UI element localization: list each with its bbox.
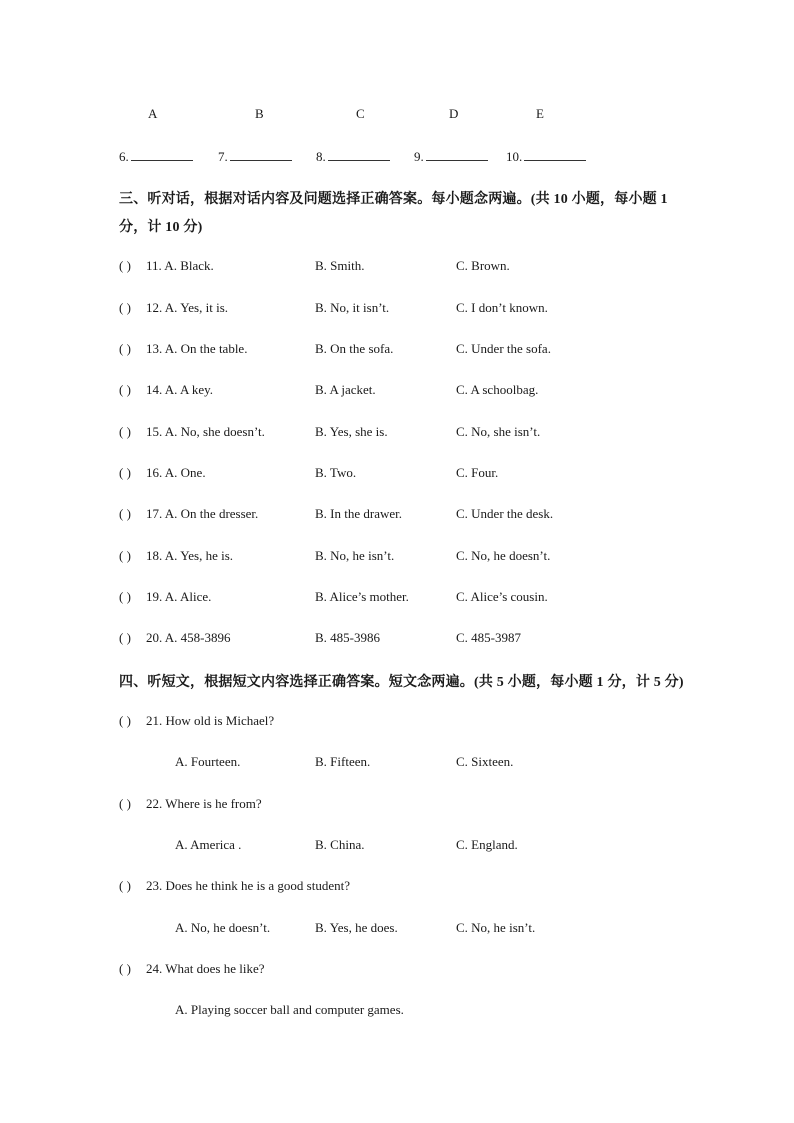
question-row-16: [0, 465, 794, 483]
answer-blank-7[interactable]: 7.: [218, 148, 292, 165]
answer-paren[interactable]: ( ): [119, 878, 131, 893]
question-option-b: B. Two.: [315, 465, 357, 480]
question-option-c: C. Under the desk.: [456, 506, 554, 521]
question-option-b: B. Fifteen.: [315, 754, 371, 769]
question-option-c: C. Brown.: [456, 258, 510, 273]
question-row-12: [0, 300, 794, 318]
question-option-a: A. No, he doesn’t.: [175, 920, 271, 935]
question-option-a: 12. A. Yes, it is.: [146, 300, 228, 315]
question-option-c: C. Alice’s cousin.: [456, 589, 548, 604]
section3-heading-line2: 分，计 10 分): [119, 220, 203, 235]
question-option-b: B. A jacket.: [315, 382, 376, 397]
question-option-b: B. Smith.: [315, 258, 365, 273]
question-text: 23. Does he think he is a good student?: [146, 878, 350, 893]
answer-blank-9[interactable]: 9.: [414, 148, 488, 165]
question-row-13: [0, 341, 794, 359]
question-option-c: C. No, he doesn’t.: [456, 548, 551, 563]
options-row-24: [0, 1002, 794, 1020]
question-option-c: C. No, she isn’t.: [456, 424, 541, 439]
question-row-18: [0, 548, 794, 566]
question-option-c: C. Sixteen.: [456, 754, 514, 769]
answer-paren[interactable]: ( ): [119, 630, 131, 645]
question-option-c: C. Under the sofa.: [456, 341, 551, 356]
question-row-22: [0, 796, 794, 814]
picture-label-e: E: [536, 106, 544, 121]
question-option-a: 16. A. One.: [146, 465, 206, 480]
answer-paren[interactable]: ( ): [119, 300, 131, 315]
answer-paren[interactable]: ( ): [119, 258, 131, 273]
picture-label-b: B: [255, 106, 264, 121]
question-option-b: B. Yes, she is.: [315, 424, 388, 439]
question-row-14: [0, 382, 794, 400]
question-option-a: 20. A. 458-3896: [146, 630, 231, 645]
question-option-a: 15. A. No, she doesn’t.: [146, 424, 265, 439]
answer-paren[interactable]: ( ): [119, 713, 131, 728]
question-row-23: [0, 878, 794, 896]
question-row-19: [0, 589, 794, 607]
question-text: 22. Where is he from?: [146, 796, 262, 811]
answer-paren[interactable]: ( ): [119, 589, 131, 604]
question-option-b: B. In the drawer.: [315, 506, 403, 521]
answer-blank-6[interactable]: 6.: [119, 148, 193, 165]
answer-paren[interactable]: ( ): [119, 506, 131, 521]
question-option-a: A. Fourteen.: [175, 754, 241, 769]
question-option-b: B. No, it isn’t.: [315, 300, 390, 315]
question-option-a: 18. A. Yes, he is.: [146, 548, 234, 563]
question-option-b: B. 485-3986: [315, 630, 380, 645]
question-option-a: 17. A. On the dresser.: [146, 506, 259, 521]
question-option-c: C. Four.: [456, 465, 499, 480]
question-row-17: [0, 506, 794, 524]
question-row-15: [0, 424, 794, 442]
question-option-a: A. Playing soccer ball and computer games.: [175, 1002, 404, 1017]
answer-paren[interactable]: ( ): [119, 796, 131, 811]
answer-blank-10[interactable]: 10.: [506, 148, 586, 165]
answer-paren[interactable]: ( ): [119, 961, 131, 976]
options-row-22: [0, 837, 794, 855]
section3-heading-line1: 三、听对话，根据对话内容及问题选择正确答案。每小题念两遍。(共 10 小题，每小题 1: [119, 192, 668, 207]
question-row-11: [0, 258, 794, 276]
question-option-a: 13. A. On the table.: [146, 341, 248, 356]
answer-paren[interactable]: ( ): [119, 465, 131, 480]
question-option-a: 19. A. Alice.: [146, 589, 212, 604]
question-option-c: C. 485-3987: [456, 630, 521, 645]
question-text: 24. What does he like?: [146, 961, 265, 976]
question-row-20: [0, 630, 794, 648]
answer-paren[interactable]: ( ): [119, 382, 131, 397]
question-option-b: B. Alice’s mother.: [315, 589, 409, 604]
question-option-a: 11. A. Black.: [146, 258, 214, 273]
question-option-c: C. A schoolbag.: [456, 382, 539, 397]
picture-label-d: D: [449, 106, 459, 121]
question-option-b: B. No, he isn’t.: [315, 548, 395, 563]
answer-paren[interactable]: ( ): [119, 424, 131, 439]
question-text: 21. How old is Michael?: [146, 713, 275, 728]
question-option-b: B. On the sofa.: [315, 341, 394, 356]
question-option-b: B. Yes, he does.: [315, 920, 398, 935]
section4-heading: 四、听短文，根据短文内容选择正确答案。短文念两遍。(共 5 小题，每小题 1 分，计 5 分): [119, 675, 684, 690]
question-option-a: 14. A. A key.: [146, 382, 214, 397]
options-row-21: [0, 754, 794, 772]
picture-label-a: A: [148, 106, 158, 121]
question-option-c: C. I don’t known.: [456, 300, 548, 315]
answer-blank-8[interactable]: 8.: [316, 148, 390, 165]
picture-label-c: C: [356, 106, 365, 121]
question-option-b: B. China.: [315, 837, 365, 852]
options-row-23: [0, 920, 794, 938]
question-option-c: C. No, he isn’t.: [456, 920, 536, 935]
answer-paren[interactable]: ( ): [119, 341, 131, 356]
question-option-c: C. England.: [456, 837, 518, 852]
question-row-24: [0, 961, 794, 979]
question-option-a: A. America .: [175, 837, 242, 852]
question-row-21: [0, 713, 794, 731]
answer-paren[interactable]: ( ): [119, 548, 131, 563]
